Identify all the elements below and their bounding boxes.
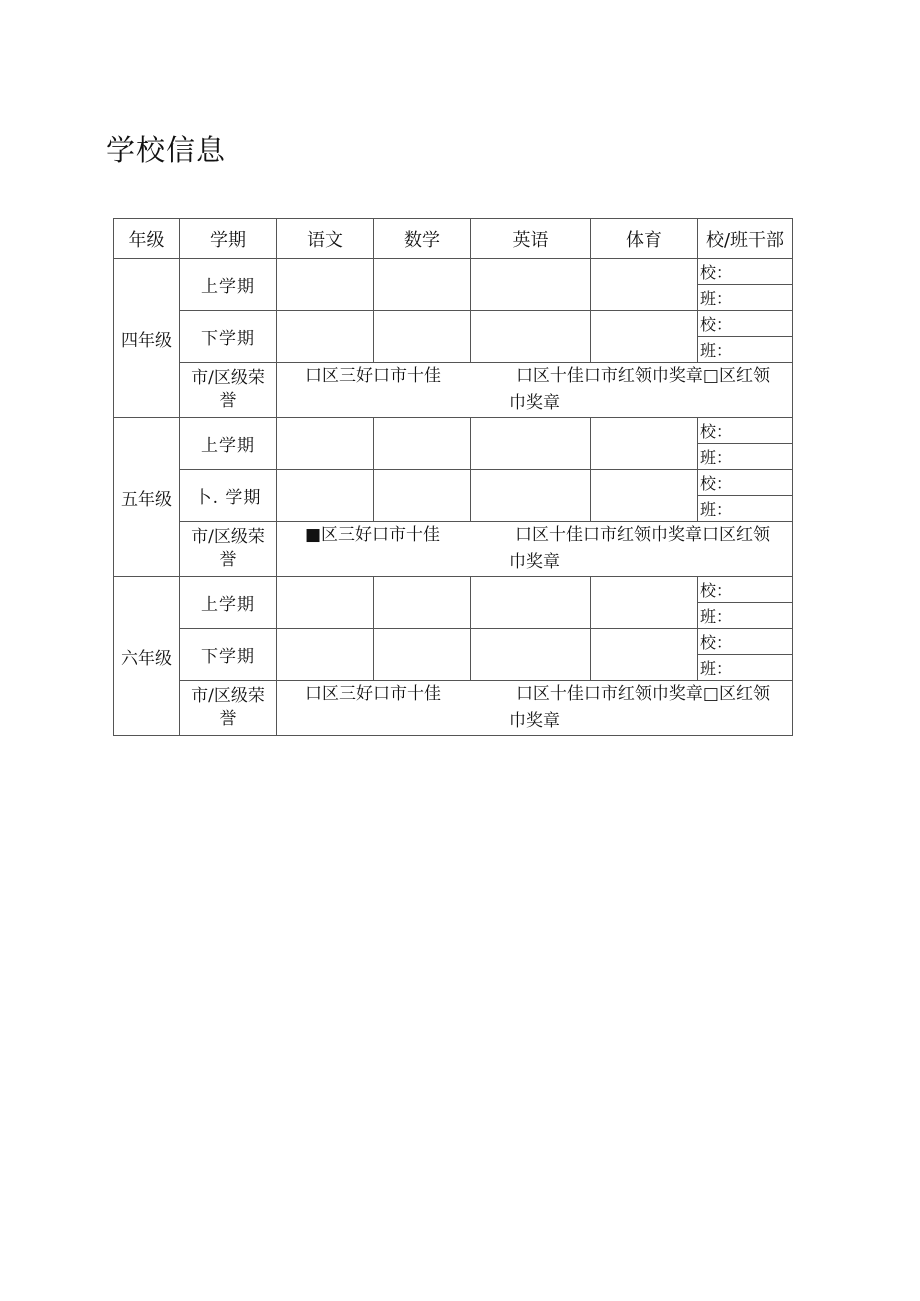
score-cell-pe[interactable] xyxy=(591,629,698,681)
cadre-school-cell[interactable]: 校： xyxy=(698,311,793,337)
score-cell-chinese[interactable] xyxy=(277,629,374,681)
score-cell-english[interactable] xyxy=(471,470,591,522)
semester-label: 下学期 xyxy=(180,311,277,363)
semester-label: 上学期 xyxy=(180,259,277,311)
semester-label: 卜. 学期 xyxy=(180,470,277,522)
cadre-school-cell[interactable]: 校： xyxy=(698,470,793,496)
score-cell-pe[interactable] xyxy=(591,259,698,311)
score-cell-chinese[interactable] xyxy=(277,577,374,629)
cadre-class-cell[interactable]: 班： xyxy=(698,655,793,681)
cadre-school-cell[interactable]: 校： xyxy=(698,259,793,285)
grade-label: 四年级 xyxy=(114,259,180,418)
score-cell-math[interactable] xyxy=(374,259,471,311)
cadre-class-cell[interactable]: 班： xyxy=(698,496,793,522)
header-chinese: 语文 xyxy=(277,219,374,259)
cadre-class-cell[interactable]: 班： xyxy=(698,337,793,363)
honor-label: 市/区级荣 誉 xyxy=(180,363,277,418)
grade-label: 五年级 xyxy=(114,418,180,577)
semester-label: 上学期 xyxy=(180,418,277,470)
cadre-school-cell[interactable]: 校： xyxy=(698,577,793,603)
score-cell-english[interactable] xyxy=(471,418,591,470)
cadre-school-cell[interactable]: 校： xyxy=(698,418,793,444)
score-cell-math[interactable] xyxy=(374,577,471,629)
score-cell-chinese[interactable] xyxy=(277,259,374,311)
school-info-table xyxy=(113,218,793,736)
score-cell-english[interactable] xyxy=(471,259,591,311)
score-cell-pe[interactable] xyxy=(591,577,698,629)
score-cell-pe[interactable] xyxy=(591,418,698,470)
header-grade: 年级 xyxy=(114,219,180,259)
semester-label: 上学期 xyxy=(180,577,277,629)
score-cell-math[interactable] xyxy=(374,629,471,681)
semester-label: 下学期 xyxy=(180,629,277,681)
cadre-class-cell[interactable]: 班： xyxy=(698,285,793,311)
score-cell-pe[interactable] xyxy=(591,470,698,522)
header-cadre: 校/班干部 xyxy=(698,219,793,259)
score-cell-math[interactable] xyxy=(374,470,471,522)
honor-options[interactable]: 口区三好口市十佳 口区十佳口市红领巾奖章□区红领 巾奖章 xyxy=(277,681,793,736)
score-cell-chinese[interactable] xyxy=(277,418,374,470)
cadre-school-cell[interactable]: 校： xyxy=(698,629,793,655)
header-semester: 学期 xyxy=(180,219,277,259)
header-english: 英语 xyxy=(471,219,591,259)
cadre-class-cell[interactable]: 班： xyxy=(698,444,793,470)
honor-options[interactable]: 口区三好口市十佳 口区十佳口市红领巾奖章□区红领 巾奖章 xyxy=(277,363,793,418)
score-cell-math[interactable] xyxy=(374,311,471,363)
honor-label: 市/区级荣 誉 xyxy=(180,681,277,736)
honor-label: 市/区级荣 誉 xyxy=(180,522,277,577)
grade-label: 六年级 xyxy=(114,577,180,736)
score-cell-english[interactable] xyxy=(471,311,591,363)
score-cell-chinese[interactable] xyxy=(277,311,374,363)
header-pe: 体育 xyxy=(591,219,698,259)
score-cell-math[interactable] xyxy=(374,418,471,470)
page-title: 学校信息 xyxy=(106,133,227,167)
score-cell-english[interactable] xyxy=(471,629,591,681)
honor-options[interactable]: ■区三好口市十佳 口区十佳口市红领巾奖章口区红领 巾奖章 xyxy=(277,522,793,577)
cadre-class-cell[interactable]: 班： xyxy=(698,603,793,629)
score-cell-pe[interactable] xyxy=(591,311,698,363)
header-row xyxy=(114,219,793,259)
score-cell-english[interactable] xyxy=(471,577,591,629)
score-cell-chinese[interactable] xyxy=(277,470,374,522)
header-math: 数学 xyxy=(374,219,471,259)
